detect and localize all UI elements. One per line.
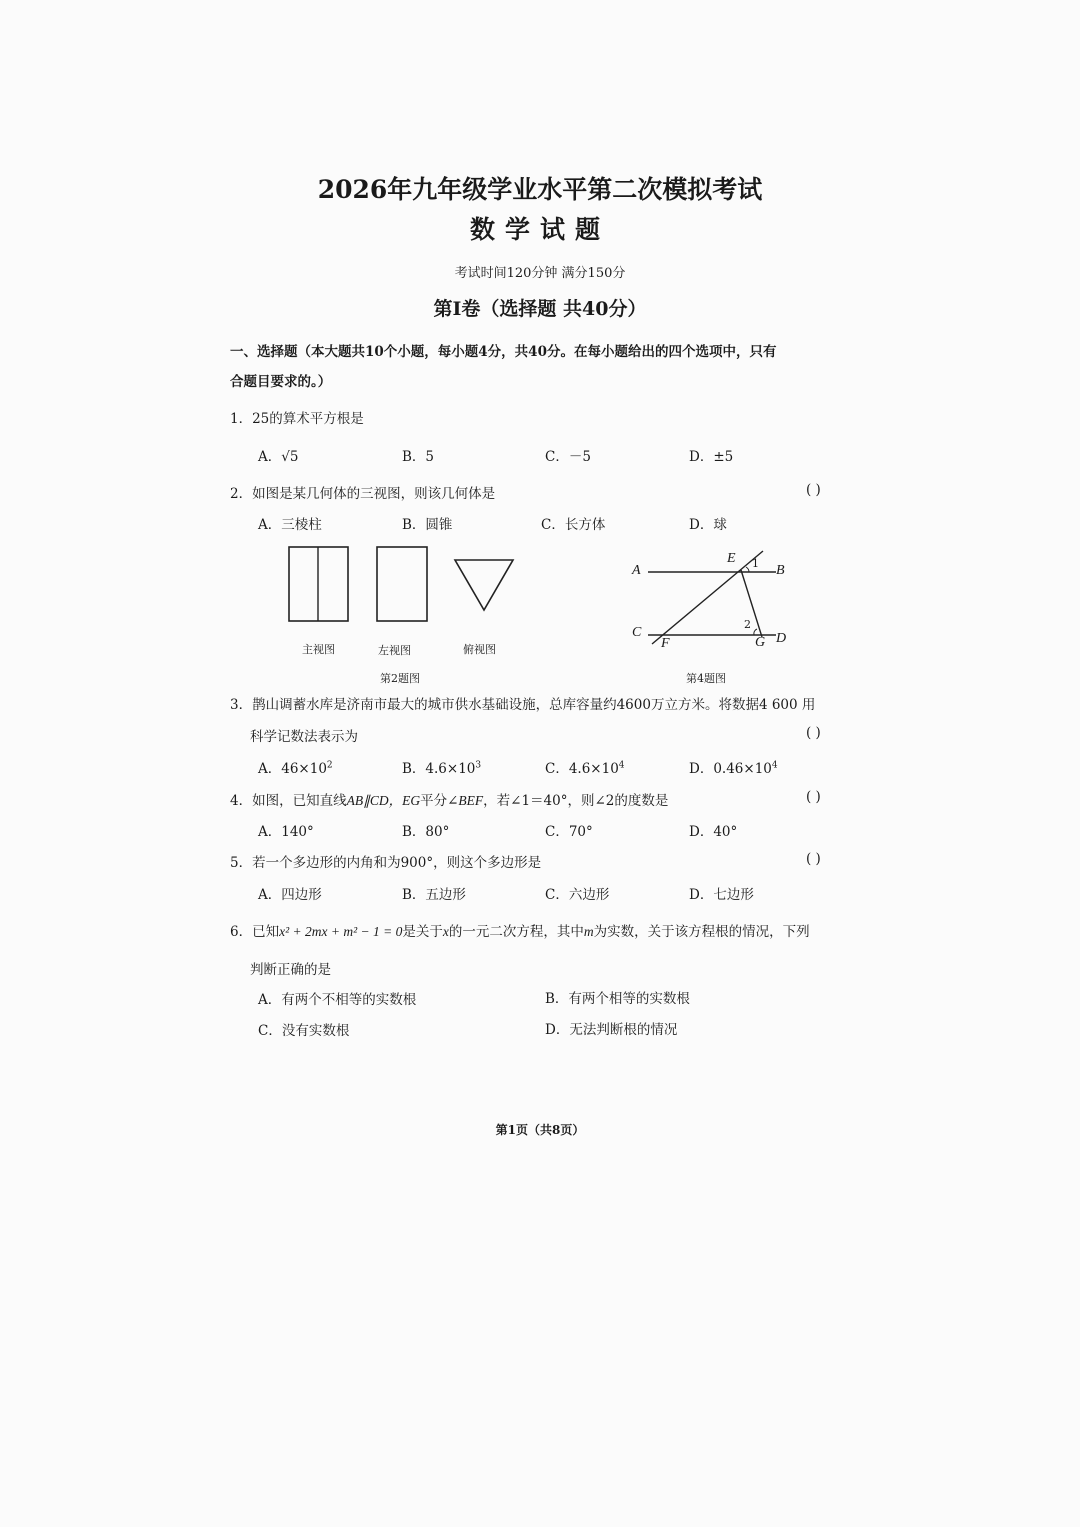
question-4-option-a: A．140° (258, 824, 314, 840)
question-4-option-d: D．40° (689, 824, 738, 840)
question-3-option-d: D．$0.46\times 10^4$ (689, 760, 778, 777)
three-views-figure (280, 540, 530, 635)
question-2-answer-blank: ( ) (806, 482, 821, 498)
question-6-option-c: C．没有实数根 (258, 1023, 350, 1039)
section-instructions-line1: 一、选择题（本大题共10个小题，每小题4分，共40分。在每小题给出的四个选项中，只有 (230, 344, 777, 360)
question-6-stem: 6．已知x² + 2mx + m² − 1 = 0是关于x的一元二次方程，其中m为实数，关于该方程根的情况，下列 (230, 924, 810, 940)
angle-2-label: 2 (744, 618, 751, 631)
exam-title: 2026年九年级学业水平第二次模拟考试 (317, 175, 763, 204)
question-6-stem-line2: 判断正确的是 (250, 962, 331, 978)
exam-meta: 考试时间120分钟 满分150分 (454, 266, 626, 281)
point-a-label: A (632, 563, 641, 578)
question-2-option-a: A．三棱柱 (258, 517, 322, 533)
question-6-equation: x² + 2mx + m² − 1 = 0 (279, 924, 403, 939)
left-view-label: 左视图 (378, 644, 411, 657)
question-5-option-d: D．七边形 (689, 887, 754, 903)
question-2-option-c: C．长方体 (541, 517, 606, 533)
parallel-lines-figure (630, 548, 800, 658)
question-6-option-a: A．有两个不相等的实数根 (258, 992, 417, 1008)
question-4-option-c: C．70° (545, 824, 593, 840)
question-5-stem: 5．若一个多边形的内角和为900°，则这个多边形是 (230, 855, 542, 871)
question-5-option-b: B．五边形 (402, 887, 466, 903)
question-5-option-a: A．四边形 (258, 887, 322, 903)
point-b-label: B (776, 563, 785, 578)
question-3-option-a: A．$46\times 10^2$ (258, 760, 333, 777)
point-f-label: F (661, 636, 670, 651)
top-view-triangle (455, 560, 513, 610)
question-1-option-c: C．－5 (545, 449, 591, 465)
question-6-option-b: B．有两个相等的实数根 (545, 991, 690, 1007)
question-1-option-d: D．±5 (689, 449, 734, 465)
question-4-stem: 4．如图，已知直线AB∥CD，EG平分∠BEF，若∠1＝40°，则∠2的度数是 (230, 793, 669, 809)
question-5-answer-blank: ( ) (806, 851, 821, 867)
question-2-option-b: B．圆锥 (402, 517, 453, 533)
page-footer: 第1页（共8页） (495, 1123, 585, 1137)
exam-subject-title: 数学试题 (469, 215, 610, 244)
point-c-label: C (632, 625, 642, 640)
question-1-option-b: B．5 (402, 449, 435, 465)
point-d-label: D (776, 631, 787, 646)
point-e-label: E (727, 551, 736, 566)
question-4-answer-blank: ( ) (806, 789, 821, 805)
question-2-option-d: D．球 (689, 517, 727, 533)
question-6-option-d: D．无法判断根的情况 (545, 1022, 678, 1038)
figure-2-caption: 第2题图 (380, 672, 420, 685)
section-instructions-line2: 合题目要求的。） (230, 374, 332, 390)
question-2-stem: 2．如图是某几何体的三视图，则该几何体是 (230, 486, 496, 502)
left-view-rect (377, 547, 427, 621)
question-3-option-c: C．$4.6\times 10^4$ (545, 760, 625, 777)
question-1-stem: 1．25的算术平方根是 (230, 411, 364, 427)
question-4-option-b: B．80° (402, 824, 450, 840)
question-3-stem: 3．鹊山调蓄水库是济南市最大的城市供水基础设施，总库容量约4600万立方米。将数据4 600 用 (230, 697, 816, 713)
angle-1-label: 1 (752, 557, 759, 570)
question-5-option-c: C．六边形 (545, 887, 610, 903)
angle-1-arc (746, 567, 749, 572)
question-1-option-a: A．√5 (258, 449, 299, 465)
question-3-option-b: B．$4.6\times 10^3$ (402, 760, 482, 777)
question-3-stem-line2: 科学记数法表示为 (250, 729, 358, 745)
part-title: 第I卷（选择题 共40分） (433, 298, 647, 320)
top-view-label: 俯视图 (463, 643, 496, 656)
point-g-label: G (755, 635, 766, 650)
question-3-answer-blank: ( ) (806, 725, 821, 741)
figure-4-caption: 第4题图 (686, 672, 726, 685)
front-view-label: 主视图 (302, 643, 335, 656)
